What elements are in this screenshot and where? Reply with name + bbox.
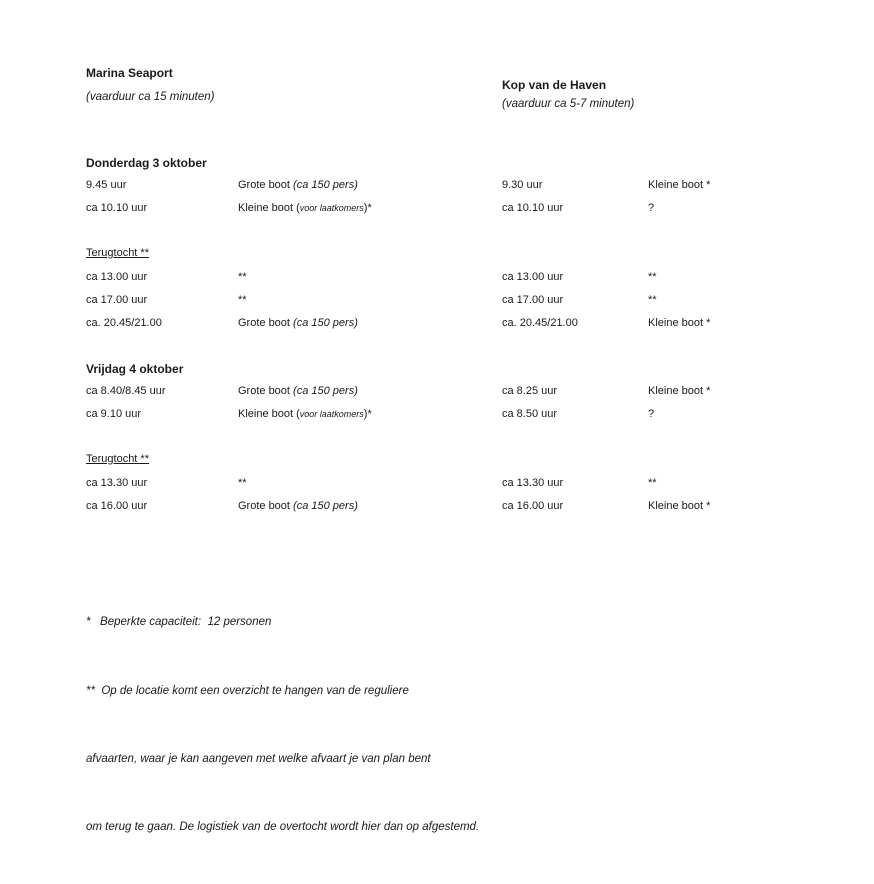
right-departure-time: 9.30 uur <box>502 179 543 191</box>
left-location-duration: (vaarduur ca 15 minuten) <box>86 91 215 103</box>
footnotes <box>86 566 479 884</box>
left-boat-cell <box>238 201 502 216</box>
right-boat-cell: ? <box>648 408 655 420</box>
right-departure-time: ca 8.50 uur <box>502 408 558 420</box>
left-departure-time: ca 13.00 uur <box>86 271 148 283</box>
left-boat-cell <box>238 178 502 193</box>
schedule-row <box>0 293 874 316</box>
right-boat-cell: Kleine boot * <box>648 179 711 191</box>
day-heading-friday: Vrijdag 4 oktober <box>86 362 184 376</box>
footnote-overview-2: afvaarten, waar je kan aangeven met welke afvaart je van plan bent <box>86 752 431 765</box>
right-departure-time: ca 16.00 uur <box>502 500 564 512</box>
left-boat-text: Grote boot <box>238 500 294 512</box>
right-departure-time: ca 13.30 uur <box>502 477 564 489</box>
right-departure-time: ca 13.00 uur <box>502 271 564 283</box>
left-boat-cell: ** <box>238 477 247 489</box>
right-boat-cell: ? <box>648 202 655 214</box>
right-boat-cell: Kleine boot * <box>648 385 711 397</box>
left-boat-capacity-note: (ca 150 pers) <box>293 179 358 191</box>
schedule-row <box>0 476 874 499</box>
left-departure-time: ca 8.40/8.45 uur <box>86 385 166 397</box>
left-departure-time: ca 17.00 uur <box>86 294 148 306</box>
left-departure-time: ca 16.00 uur <box>86 500 148 512</box>
right-location-header <box>502 78 634 111</box>
left-boat-text: Kleine boot ( <box>238 408 300 420</box>
right-departure-time: ca 10.10 uur <box>502 202 564 214</box>
left-boat-text: Grote boot <box>238 179 294 191</box>
return-heading-text: Terugtocht ** <box>86 453 149 465</box>
left-boat-text: Kleine boot ( <box>238 202 300 214</box>
schedule <box>0 156 874 522</box>
right-location-title: Kop van de Haven <box>502 78 607 92</box>
left-departure-time: ca. 20.45/21.00 <box>86 317 162 329</box>
schedule-row <box>0 201 874 224</box>
right-boat-cell: ** <box>648 294 657 306</box>
right-boat-cell: ** <box>648 271 657 283</box>
schedule-row <box>0 178 874 201</box>
left-boat-capacity-note: (ca 150 pers) <box>293 385 358 397</box>
left-boat-cell <box>238 384 502 399</box>
left-boat-suffix: )* <box>363 202 372 214</box>
right-location-duration: (vaarduur ca 5-7 minuten) <box>502 98 635 110</box>
left-departure-time: ca 9.10 uur <box>86 408 142 420</box>
footnote-capacity: * Beperkte capaciteit: 12 personen <box>86 616 272 629</box>
right-boat-cell: Kleine boot * <box>648 500 711 512</box>
left-boat-cell <box>238 407 502 422</box>
footnote-overview-3: om terug te gaan. De logistiek van de overtocht wordt hier dan op afgestemd. <box>86 820 480 833</box>
schedule-row <box>0 316 874 339</box>
right-boat-cell: Kleine boot * <box>648 317 711 329</box>
left-location-title: Marina Seaport <box>86 66 173 80</box>
left-boat-cell <box>238 499 502 514</box>
schedule-row <box>0 407 874 430</box>
left-boat-small-note: voor laatkomers <box>299 409 364 419</box>
left-boat-text: Grote boot <box>238 317 294 329</box>
schedule-row <box>0 499 874 522</box>
left-boat-capacity-note: (ca 150 pers) <box>293 500 358 512</box>
right-boat-cell: ** <box>648 477 657 489</box>
left-departure-time: ca 13.30 uur <box>86 477 148 489</box>
right-departure-time: ca. 20.45/21.00 <box>502 317 578 329</box>
left-boat-cell <box>238 316 502 331</box>
return-heading-friday <box>0 452 874 476</box>
day-heading-thursday: Donderdag 3 oktober <box>86 156 207 170</box>
left-boat-cell: ** <box>238 294 247 306</box>
left-boat-cell: ** <box>238 271 247 283</box>
left-boat-capacity-note: (ca 150 pers) <box>293 317 358 329</box>
schedule-row <box>0 384 874 407</box>
left-boat-small-note: voor laatkomers <box>299 203 364 213</box>
left-boat-text: Grote boot <box>238 385 294 397</box>
left-boat-suffix: )* <box>363 408 372 420</box>
return-heading-text: Terugtocht ** <box>86 247 149 259</box>
left-departure-time: 9.45 uur <box>86 179 127 191</box>
footnote-overview-1: ** Op de locatie komt een overzicht te hangen van de reguliere <box>86 684 409 697</box>
right-departure-time: ca 8.25 uur <box>502 385 558 397</box>
left-departure-time: ca 10.10 uur <box>86 202 148 214</box>
schedule-row <box>0 270 874 293</box>
return-heading-thursday <box>0 246 874 270</box>
left-location-header <box>86 66 214 104</box>
right-departure-time: ca 17.00 uur <box>502 294 564 306</box>
